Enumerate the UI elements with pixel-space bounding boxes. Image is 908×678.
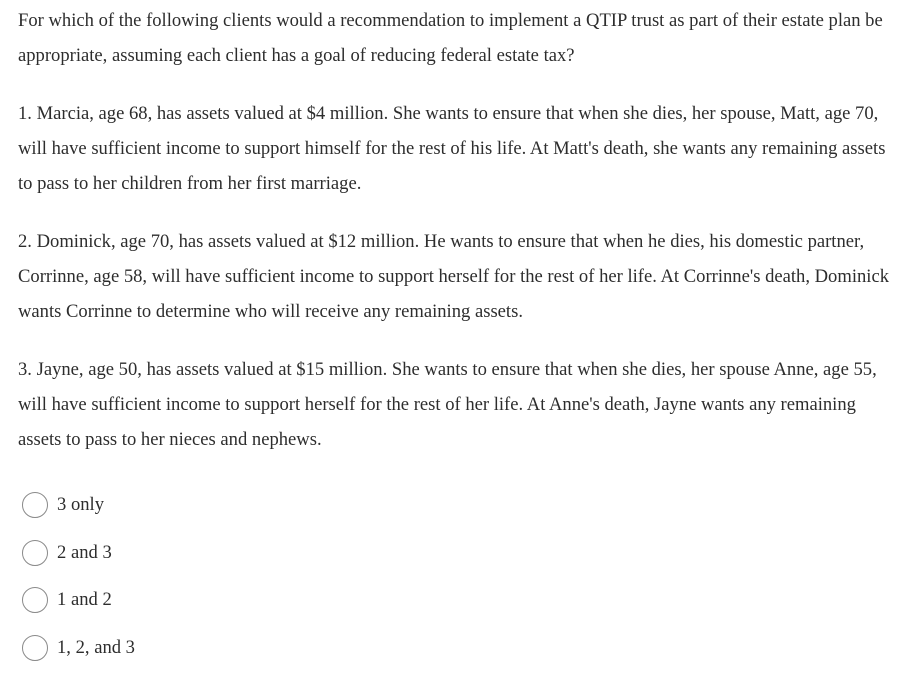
answer-option-label: 1, 2, and 3: [57, 636, 135, 658]
answer-option-1-2-and-3[interactable]: [22, 631, 135, 665]
answer-option-1-and-2[interactable]: [22, 583, 135, 617]
question-block: [18, 0, 898, 457]
answer-options: [22, 488, 135, 678]
case-1-text: 1. Marcia, age 68, has assets valued at $4 million. She wants to ensure that when she dies, her spouse, Matt, age 70, will have sufficient income to support himself for the rest of his life. At Matt's death, she wants any remaining assets to pass to her children from her first marriage.: [18, 103, 886, 194]
answer-option-3-only[interactable]: [22, 488, 135, 522]
answer-option-2-and-3[interactable]: [22, 536, 135, 570]
answer-option-label: 2 and 3: [57, 541, 112, 563]
case-2-text: 2. Dominick, age 70, has assets valued at $12 million. He wants to ensure that when he dies, his domestic partner, Corrinne, age 58, will have sufficient income to support herself for the rest of her life. At Corrinne's death, Dominick wants Corrinne to determine who will receive any remaining assets.: [18, 231, 890, 322]
answer-option-label: 3 only: [57, 494, 105, 515]
radio-button[interactable]: [22, 492, 48, 518]
case-3-text: 3. Jayne, age 50, has assets valued at $15 million. She wants to ensure that when she dies, her spouse Anne, age 55, will have sufficient income to support herself for the rest of her life. At Anne's death, Jayne wants any remaining assets to pass to her nieces and nephews.: [18, 359, 877, 450]
radio-button[interactable]: [22, 587, 48, 613]
radio-button[interactable]: [22, 540, 48, 566]
answer-option-label: 1 and 2: [57, 589, 112, 610]
radio-button[interactable]: [22, 635, 48, 661]
question-prompt: For which of the following clients would a recommendation to implement a QTIP trust as part of their estate plan be appropriate, assuming each client has a goal of reducing federal estate tax?: [18, 10, 883, 66]
